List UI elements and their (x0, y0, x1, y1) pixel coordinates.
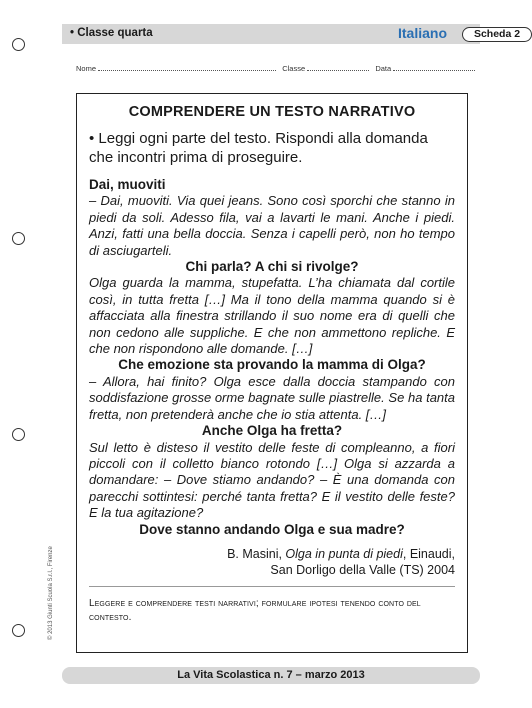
learning-goal: Leggere e comprendere testi narrativi; formulare ipotesi tenendo conto del contesto. (89, 597, 421, 623)
question: Chi parla? A chi si rivolge? (185, 259, 359, 275)
binder-hole (12, 38, 25, 51)
date-field[interactable] (393, 63, 475, 71)
story-paragraph: Sul letto è disteso il vestito delle feste di compleanno, a fiori piccoli con il colletto bianco rotondo […] Olga si azzarda a domandare: – Dove stiamo andando? – È una domanda con parecchi sottintesi: perché tanta fretta? E il vestito delle feste? E la tua agitazione? (89, 439, 455, 521)
page-title: COMPRENDERE UN TESTO NARRATIVO (128, 104, 416, 120)
class-label: • Classe quarta (70, 27, 153, 39)
story-paragraph: – Allora, hai finito? Olga esce dalla doccia stampando con soddisfazione grosse orme bagnate sulle piastrelle. Se ha tanta fretta, non pretenderà anche che io stia attenta. […] (89, 373, 455, 422)
instruction: • Leggi ogni parte del testo. Rispondi alla domanda che incontri prima di proseguire. (89, 130, 428, 166)
sheet-badge: Scheda 2 (462, 27, 532, 42)
date-label: Data (375, 64, 392, 73)
copyright: © 2013 Giunti Scuola S.r.l., Firenze (48, 546, 54, 640)
divider (89, 586, 455, 587)
subject-label: Italiano (398, 25, 448, 41)
question: Che emozione sta provando la mamma di Olga? (118, 357, 426, 373)
class-field-label: Classe (282, 64, 306, 73)
binder-hole (12, 624, 25, 637)
header-bar (62, 24, 521, 44)
citation-place: San Dorligo della Valle (TS) 2004 (270, 562, 455, 577)
exercise-content (89, 104, 455, 625)
name-field[interactable] (98, 63, 276, 71)
question: Dove stanno andando Olga e sua madre? (139, 521, 405, 537)
class-field[interactable] (307, 63, 369, 71)
name-label: Nome (76, 64, 97, 73)
story-paragraph: – Dai, muoviti. Via quei jeans. Sono così sporchi che stanno in piedi da soli. Adesso fila, vai a lavarti le mani. Anche i piedi. Anzi, fatti una bella doccia. Senza i capelli però, non ho tempo di asciugarteli. (89, 193, 455, 258)
binder-hole (12, 428, 25, 441)
form-line (76, 63, 475, 73)
binder-hole (12, 232, 25, 245)
story-title: Dai, muoviti (89, 177, 166, 192)
question: Anche Olga ha fretta? (201, 423, 343, 439)
footer: La Vita Scolastica n. 7 – marzo 2013 (62, 667, 480, 684)
citation (89, 546, 455, 578)
citation-book: Olga in punta di piedi (285, 546, 403, 561)
citation-author: B. Masini, (227, 546, 286, 561)
story-paragraph: Olga guarda la mamma, stupefatta. L’ha chiamata dal cortile così, in tutta fretta […] Ma il tono della mamma quando si è affacciata alla finestra strillando il suo nome era di quelli che non cedono alle suppliche. E che non ammettono repliche. E che non rispondono alle domande. […] (89, 275, 455, 357)
citation-publisher: , Einaudi, (402, 546, 455, 561)
